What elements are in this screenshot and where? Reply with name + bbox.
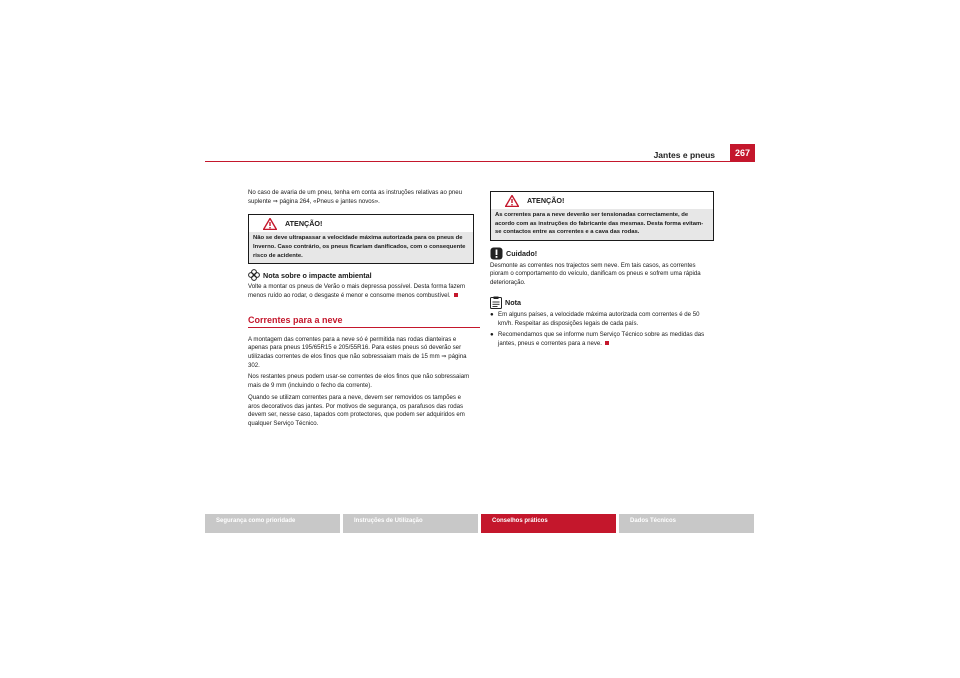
section-paragraph: A montagem das correntes para a neve só é permitida nas rodas dianteiras e apenas para pneus 195/65R15 e 205/55R16. Para estes pneus só deverão ser utilizadas correntes de elos finos que não sobressaiam mais de 15 mm ⇒ página 302. (248, 335, 467, 369)
section-end-marker (605, 341, 609, 345)
warning-triangle-icon (505, 195, 519, 207)
caution-exclamation-icon (490, 247, 503, 260)
caution-title: Cuidado! (506, 248, 538, 258)
footer-tab-practical-advice[interactable]: Conselhos práticos (481, 514, 616, 533)
section-paragraph: Nos restantes pneus podem usar-se correntes de elos finos que não sobressaiam mais de 9 mm (incluindo o fecho da corrente). (248, 373, 470, 390)
right-column (490, 191, 714, 352)
warning-title: ATENÇÃO! (527, 196, 565, 205)
warning-box-snow-chains (490, 191, 714, 241)
section-rule (248, 327, 480, 328)
bullet-dot-icon: ● (490, 310, 494, 318)
header-rule (205, 161, 755, 162)
note-clipboard-icon (490, 296, 502, 309)
warning-box-winter-tyres (248, 214, 474, 264)
section-end-marker (454, 293, 458, 297)
environment-note-title: Nota sobre o impacte ambiental (263, 270, 372, 280)
left-column (248, 189, 474, 432)
page-number: 267 (730, 144, 755, 162)
environment-flower-icon (248, 269, 260, 281)
caution-body: Desmonte as correntes nos trajectos sem neve. Em tais casos, as correntes pioram o comportamento do veículo, danificam os pneus e sofrem uma rápida deterioração. (490, 261, 701, 287)
environment-note (248, 269, 474, 300)
warning-header (491, 192, 713, 209)
warning-triangle-icon (263, 218, 277, 230)
snow-chains-section (248, 315, 474, 429)
warning-title: ATENÇÃO! (285, 219, 323, 229)
page-header-title: Jantes e pneus (653, 150, 715, 160)
footer-tab-instructions[interactable]: Instruções de Utilização (343, 514, 478, 533)
note-bullet (490, 311, 714, 328)
note-bullet (490, 331, 714, 348)
bullet-dot-icon: ● (490, 331, 494, 339)
section-paragraph: Quando se utilizam correntes para a neve, devem ser removidos os tampões e aros decorativos das jantes. Por motivos de segurança, os parafusos das rodas devem ser, nesse caso, tapados com protectores, que podem ser adquiridos em qualquer Serviço Técnico. (248, 393, 465, 427)
note-bullet-text: Recomendamos que se informe num Serviço Técnico sobre as medidas das jantes, pneus e correntes para a neve. (498, 331, 705, 347)
environment-note-body: Volte a montar os pneus de Verão o mais depressa possível. Desta forma fazem menos ruído ao rodar, o desgaste é menor e consome menos combustível. (248, 283, 466, 299)
intro-paragraph: No caso de avaria de um pneu, tenha em conta as instruções relativas ao pneu suplente ⇒ página 264, «Pneus e jantes novos». (248, 189, 463, 205)
caution-block (490, 247, 714, 288)
note-bullet-text: Em alguns países, a velocidade máxima autorizada com correntes é de 50 km/h. Respeitar as disposições legais de cada país. (498, 310, 700, 327)
note-block (490, 296, 714, 349)
warning-body: Não se deve ultrapassar a velocidade máxima autorizada para os pneus de Inverno. Caso contrário, os pneus ficariam danificados, com o consequente risco de acidente. (249, 232, 473, 263)
note-title: Nota (505, 297, 521, 307)
warning-body: As correntes para a neve deverão ser tensionadas correctamente, de acordo com as instruções do fabricante das mesmas. Desta forma evitam-se contactos entre as correntes e a cava das rodas. (491, 209, 713, 240)
section-title: Correntes para a neve (248, 314, 343, 325)
warning-header (249, 215, 473, 232)
footer-tab-safety[interactable]: Segurança como prioridade (205, 514, 340, 533)
footer-tab-technical-data[interactable]: Dados Técnicos (619, 514, 754, 533)
